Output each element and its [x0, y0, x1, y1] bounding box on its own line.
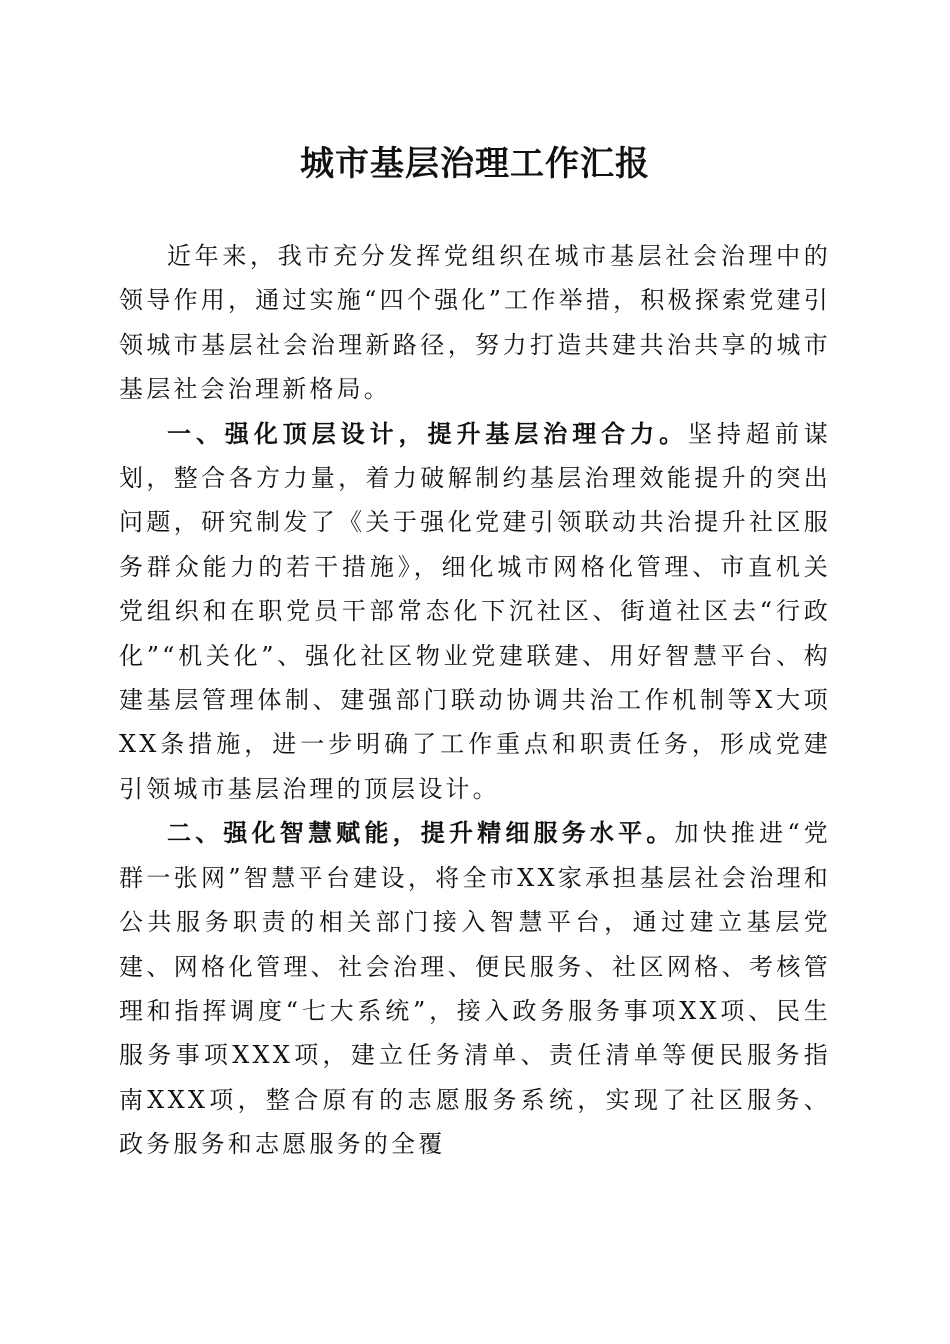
section-two-text: 加快推进“党群一张网”智慧平台建设，将全市XX家承担基层社会治理和公共服务职责的相关部门接入智慧平台，通过建立基层党建、网格化管理、社会治理、便民服务、社区网格、考核管理和指挥调度“七大系统”，接入政务服务事项XX项、民生服务事项XXX项，建立任务清单、责任清单等便民服务指南XXX项，整合原有的志愿服务系统，实现了社区服务、政务服务和志愿服务的全覆 [119, 819, 831, 1159]
document-title: 城市基层治理工作汇报 [300, 144, 650, 184]
intro-paragraph-text: 近年来，我市充分发挥党组织在城市基层社会治理中的领导作用，通过实施“四个强化”工作举措，积极探索党建引领城市基层社会治理新路径，努力打造共建共治共享的城市基层社会治理新格局。 [119, 242, 831, 404]
section-one-paragraph [119, 412, 831, 812]
section-two-paragraph [119, 811, 831, 1166]
section-two-heading: 二、强化智慧赋能，提升精细服务水平。 [167, 819, 675, 848]
document-body [119, 234, 831, 1167]
section-one-text: 坚持超前谋划，整合各方力量，着力破解制约基层治理效能提升的突出问题，研究制发了《关于强化党建引领联动共治提升社区服务群众能力的若干措施》，细化城市网格化管理、市直机关党组织和在职党员干部常态化下沉社区、街道社区去“行政化”“机关化”、强化社区物业党建联建、用好智慧平台、构建基层管理体制、建强部门联动协调共治工作机制等X大项XX条措施，进一步明确了工作重点和职责任务，形成党建引领城市基层治理的顶层设计。 [119, 419, 831, 803]
section-one-heading: 一、强化顶层设计，提升基层治理合力。 [167, 419, 689, 448]
intro-paragraph [119, 234, 831, 412]
